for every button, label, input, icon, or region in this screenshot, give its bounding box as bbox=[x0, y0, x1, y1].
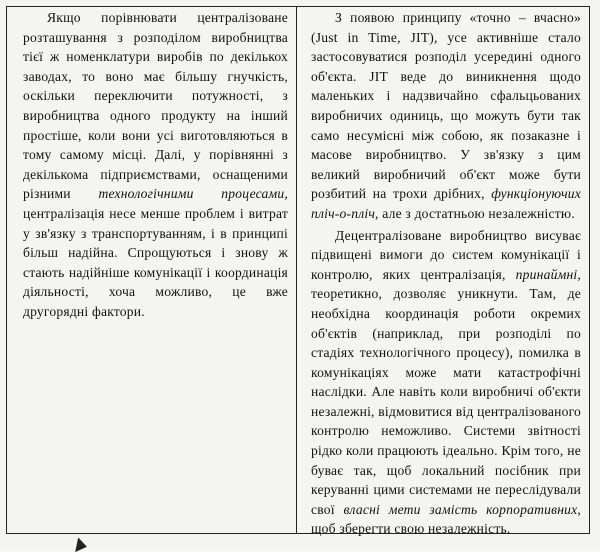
right-paragraph-1 bbox=[311, 8, 581, 224]
left-p1-emphasis-1: технологічними процесами bbox=[98, 186, 285, 202]
right-p2-emphasis-3: замість корпоративних bbox=[429, 501, 578, 517]
right-p2-text-2: , теоретикно, дозволяє уникнути. Там, де необхідна координація роботи окремих об'єктів (наприклад, при розподілі по стадіях технологічного процесу), помилка в комунікаціях може мати катастрофічні наслідки. Але навіть коли виробничі об'єкти незалежні, відмовитися від централізованого контролю неможливо. Системи звітності рідко коли працюють ідеально. Крім того, не буває так, щоб локальний посібник при керуванні цими системами не переслідували свої bbox=[311, 266, 581, 517]
right-p1-text-2: , але з достатньою незалежністю. bbox=[375, 205, 575, 221]
right-p1-emphasis-1: функціонуючих пліч-о-пліч bbox=[311, 186, 581, 221]
right-p2-emphasis-2: власні мети bbox=[343, 501, 421, 517]
left-p1-text-2: , централізація несе менше проблем і витрат у зв'язку з транспортуванням, і в принципі більш надійна. Спрощуються і знову ж стають надійніше комунікації і координація діяльності, хоча можливо, це вже другорядні фактори. bbox=[23, 186, 289, 319]
right-paragraph-2 bbox=[311, 226, 581, 540]
right-p2-text-1: Децентралізоване виробництво висуває підвищені вимоги до систем комунікації і контролю, яких централізація, bbox=[311, 227, 581, 282]
left-p1-text-1: Якщо порівнювати централізоване розташування з розподілом виробництва тієї ж номенклатури виробів по декількох заводах, то воно має більшу гнучкість, оскільки переключити потужності, з виробництва одного продукту на інший простіше, коли вони усі виготовляються в тому самому місці. Далі, у порівнянні з декількома підприємствами, оснащеними різними bbox=[23, 10, 288, 202]
right-p1-text-1: З появою принципу «точно – вчасно» (Just in Time, JIT), усе активніше стало застосовуватися розподіл усередині одного об'єкта. JIT веде до виникнення щодо маленьких і надзвичайно сфальцьованих виробничих одиниць, що можуть бути так само несумісні між собою, як позаказне і масове виробництво. У зв'язку з цим великий виробничий об'єкт може бути розбитий на трохи дрібних, bbox=[311, 10, 581, 202]
right-p2-text-4: , щоб зберегти свою незалежність. bbox=[311, 501, 581, 537]
left-paragraph-1 bbox=[23, 8, 288, 322]
left-column bbox=[7, 7, 297, 533]
two-column-table bbox=[6, 6, 590, 537]
right-p2-emphasis-1: принаймні bbox=[515, 266, 578, 282]
right-column bbox=[297, 7, 589, 537]
